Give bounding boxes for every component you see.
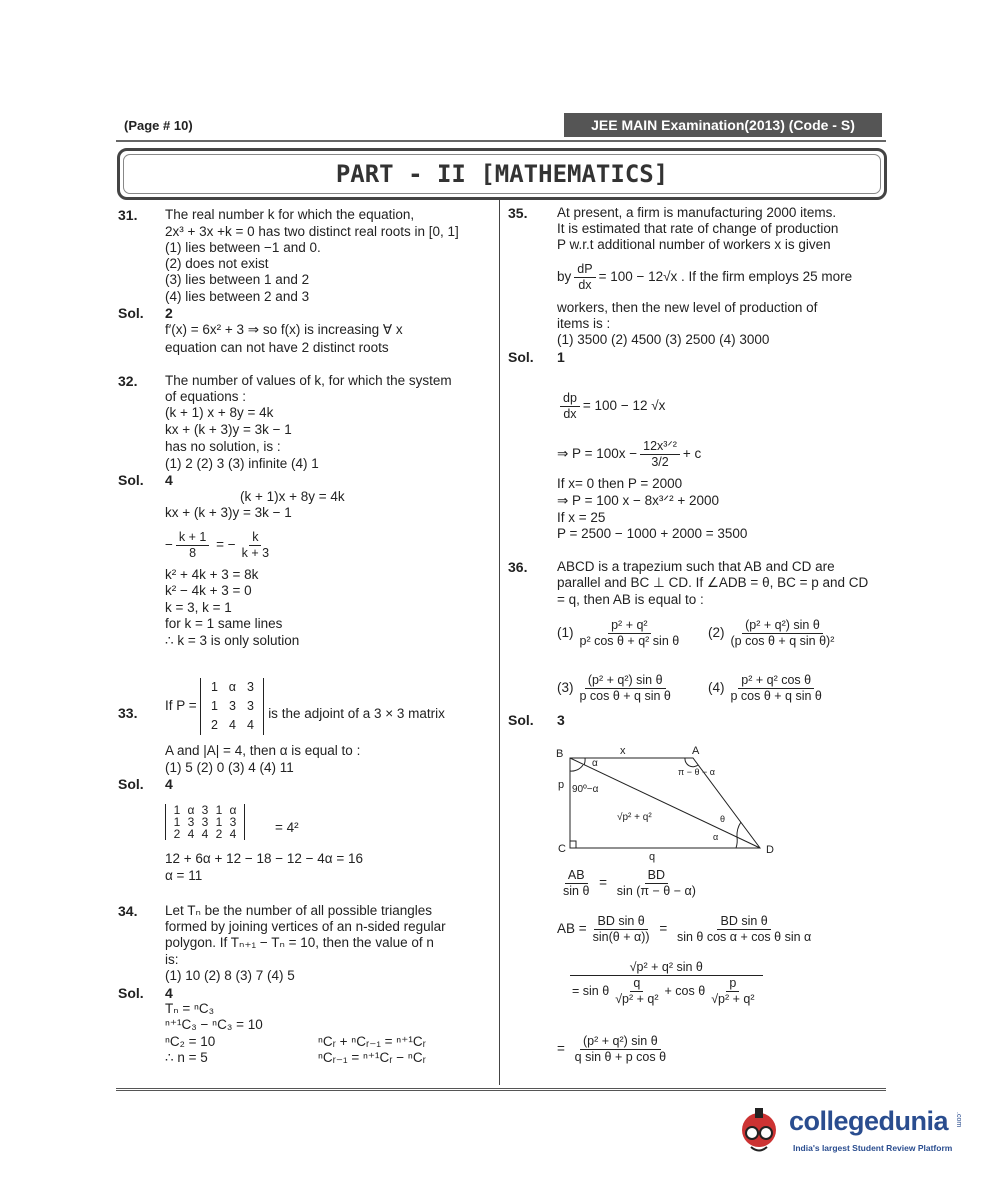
question-text: workers, then the new level of production of bbox=[557, 300, 818, 315]
sol-label: Sol. bbox=[118, 305, 144, 321]
question-number: 33. bbox=[118, 705, 138, 721]
question-text: At present, a firm is manufacturing 2000 items. bbox=[557, 205, 837, 220]
solution-eq-3: √p² + q² sin θ = sin θ $\frac{q}{\text{√p² + q²}}$ + cos θ $\frac{p}{\text{√p² + q²}}$ bbox=[557, 960, 767, 1007]
question-number: 34. bbox=[118, 903, 138, 919]
title-box bbox=[117, 148, 887, 200]
header-rule bbox=[116, 140, 886, 142]
solution-line: kx + (k + 3)y = 3k − 1 bbox=[165, 505, 292, 520]
question-text: If P = 1 α 3 1 3 3 2 4 4 is the adjoint of a 3 × 3 matrix bbox=[165, 676, 445, 744]
svg-text:x: x bbox=[620, 745, 626, 757]
option-4: (4) $\frac{\text{p² + q² cos θ}}{\text{p cos θ + q sin θ}}$ bbox=[708, 673, 822, 703]
solution-line: If x = 25 bbox=[557, 510, 606, 525]
solution-line: ∴ n = 5 bbox=[165, 1050, 208, 1065]
question-text: = q, then AB is equal to : bbox=[557, 592, 704, 607]
determinant: 1 α 3 1 α 1 3 3 1 3 2 4 4 2 4 bbox=[165, 804, 245, 840]
question-text: items is : bbox=[557, 316, 611, 331]
sol-label: Sol. bbox=[508, 712, 534, 728]
question-number: 35. bbox=[508, 205, 528, 221]
question-text: P w.r.t additional number of workers x is given bbox=[557, 237, 831, 252]
question-text: of equations : bbox=[165, 389, 247, 404]
answer: 4 bbox=[165, 776, 173, 792]
question-text: Let Tₙ be the number of all possible triangles bbox=[165, 903, 433, 918]
identity-line: ⁿCᵣ + ⁿCᵣ₋₁ = ⁿ⁺¹Cᵣ bbox=[318, 1034, 426, 1049]
svg-text:α: α bbox=[713, 832, 719, 842]
options: (1) 2 (2) 3 (3) infinite (4) 1 bbox=[165, 456, 319, 471]
question-text: parallel and BC ⊥ CD. If ∠ADB = θ, BC = p and CD bbox=[557, 575, 869, 590]
question-text: formed by joining vertices of an n-sided regular bbox=[165, 919, 446, 934]
svg-text:α: α bbox=[592, 758, 598, 769]
solution-line: k² + 4k + 3 = 8k bbox=[165, 567, 259, 582]
option-3: (3) $\frac{\text{(p² + q²) sin θ}}{\text{p cos θ + q sin θ}}$ bbox=[557, 673, 671, 703]
sol-label: Sol. bbox=[118, 472, 144, 488]
solution-line: ⁿC₂ = 10 bbox=[165, 1034, 216, 1049]
identity-line: ⁿCᵣ₋₁ = ⁿ⁺¹Cᵣ − ⁿCᵣ bbox=[318, 1050, 426, 1065]
svg-text:π − θ − α: π − θ − α bbox=[678, 767, 715, 777]
exam-banner: JEE MAIN Examination(2013) (Code - S) bbox=[564, 113, 882, 137]
svg-text:A: A bbox=[692, 745, 700, 757]
brand-tagline: India's largest Student Review Platform bbox=[793, 1143, 953, 1153]
mascot-icon bbox=[735, 1100, 787, 1160]
sol-label: Sol. bbox=[508, 349, 534, 365]
answer: 4 bbox=[165, 985, 173, 1001]
solution-line: (k + 1)x + 8y = 4k bbox=[240, 489, 345, 504]
question-number: 32. bbox=[118, 373, 138, 389]
option-2: (2) $\frac{\text{(p² + q²) sin θ}}{\text{(p cos θ + q sin θ)²}}$ bbox=[708, 618, 835, 648]
page-number: (Page # 10) bbox=[124, 118, 193, 133]
svg-text:90º−α: 90º−α bbox=[572, 784, 599, 795]
solution-line: equation can not have 2 distinct roots bbox=[165, 340, 389, 355]
solution-line: 12 + 6α + 12 − 18 − 12 − 4α = 16 bbox=[165, 851, 364, 866]
solution-line: α = 11 bbox=[165, 868, 203, 883]
option: (1) lies between −1 and 0. bbox=[165, 240, 321, 255]
question-text: (k + 1) x + 8y = 4k bbox=[165, 405, 274, 420]
options: (1) 3500 (2) 4500 (3) 2500 (4) 3000 bbox=[557, 332, 770, 347]
solution-line: ⇒ P = 100 x − 8x³ᐟ² + 2000 bbox=[557, 493, 719, 508]
question-text: The number of values of k, for which the system bbox=[165, 373, 452, 388]
sol-label: Sol. bbox=[118, 776, 144, 792]
solution-line: $\frac{dp}{dx}$ = 100 − 12 √x bbox=[557, 391, 665, 422]
question-number: 31. bbox=[118, 207, 138, 223]
solution-line: f′(x) = 6x² + 3 ⇒ so f(x) is increasing ∀ x bbox=[165, 322, 403, 337]
footer-rule bbox=[116, 1088, 886, 1091]
question-text: has no solution, is : bbox=[165, 439, 281, 454]
matrix-p: 1 α 3 1 3 3 2 4 4 bbox=[200, 678, 264, 735]
solution-eq-4: = $\frac{\text{(p² + q²) sin θ}}{\text{q sin θ + p cos θ}}$ bbox=[557, 1034, 667, 1064]
svg-text:√p² + q²: √p² + q² bbox=[617, 812, 652, 823]
svg-text:C: C bbox=[558, 843, 566, 855]
option: (2) does not exist bbox=[165, 256, 269, 271]
solution-line: ⇒ P = 100x − 12x³ᐟ² 3/2 + c bbox=[557, 439, 702, 469]
question-text: It is estimated that rate of change of production bbox=[557, 221, 839, 236]
question-text: ABCD is a trapezium such that AB and CD are bbox=[557, 559, 835, 574]
solution-line: If x= 0 then P = 2000 bbox=[557, 476, 683, 491]
trapezium-diagram bbox=[550, 740, 790, 865]
solution-line: Tₙ = ⁿC₃ bbox=[165, 1001, 215, 1016]
answer: 3 bbox=[557, 712, 565, 728]
svg-text:D: D bbox=[766, 844, 774, 856]
svg-text:p: p bbox=[558, 779, 565, 791]
question-number: 36. bbox=[508, 559, 528, 575]
solution-line: = 4² bbox=[275, 820, 299, 835]
brand-name: collegedunia bbox=[789, 1106, 949, 1136]
question-text: 2x³ + 3x +k = 0 has two distinct real roots in [0, 1] bbox=[165, 224, 459, 239]
solution-line: ∴ k = 3 is only solution bbox=[165, 633, 300, 648]
question-text: is: bbox=[165, 952, 179, 967]
solution-eq-2: AB = $\frac{\text{BD sin θ}}{\sin(\theta + \alpha))}$ = $\frac{\text{BD sin θ}}{\text{sin θ cos α + cos θ sin α}}$ bbox=[557, 914, 812, 944]
svg-text:B: B bbox=[556, 748, 564, 760]
solution-line: P = 2500 − 1000 + 2000 = 3500 bbox=[557, 526, 748, 541]
option: (4) lies between 2 and 3 bbox=[165, 289, 310, 304]
options: (1) 10 (2) 8 (3) 7 (4) 5 bbox=[165, 968, 295, 983]
answer: 2 bbox=[165, 305, 173, 321]
question-text: by $\frac{dP}{dx}$ = 100 − 12√x . If the firm employs 25 more bbox=[557, 262, 853, 292]
answer: 4 bbox=[165, 472, 173, 488]
sol-label: Sol. bbox=[118, 985, 144, 1001]
solution-line: k² − 4k + 3 = 0 bbox=[165, 583, 252, 598]
solution-line: k = 3, k = 1 bbox=[165, 600, 232, 615]
solution-line: ⁿ⁺¹C₃ − ⁿC₃ = 10 bbox=[165, 1017, 263, 1032]
svg-text:θ: θ bbox=[720, 814, 726, 824]
section-title: PART - II [MATHEMATICS] bbox=[335, 160, 669, 188]
option-1: (1) $\frac{\text{p² + q²}}{\text{p² cos θ + q² sin θ}}$ bbox=[557, 618, 680, 648]
question-text: A and |A| = 4, then α is equal to : bbox=[165, 743, 361, 758]
svg-text:q: q bbox=[649, 851, 656, 863]
solution-fraction: − $\frac{k + 1}{8}$ = − $\frac{k}{k + 3}$ bbox=[165, 530, 270, 560]
option: (3) lies between 1 and 2 bbox=[165, 272, 310, 287]
question-text: kx + (k + 3)y = 3k − 1 bbox=[165, 422, 292, 437]
question-text: The real number k for which the equation, bbox=[165, 207, 415, 222]
question-text: polygon. If Tₙ₊₁ − Tₙ = 10, then the value of n bbox=[165, 935, 434, 950]
column-divider bbox=[499, 200, 500, 1085]
solution-eq-1: $\frac{AB}{\text{sin θ}}$ = $\frac{BD}{\sin (\pi - \theta - \alpha)}$ bbox=[563, 868, 696, 898]
solution-line: for k = 1 same lines bbox=[165, 616, 283, 631]
brand-tld: .com bbox=[955, 1112, 962, 1128]
answer: 1 bbox=[557, 349, 565, 365]
options: (1) 5 (2) 0 (3) 4 (4) 11 bbox=[165, 760, 294, 775]
